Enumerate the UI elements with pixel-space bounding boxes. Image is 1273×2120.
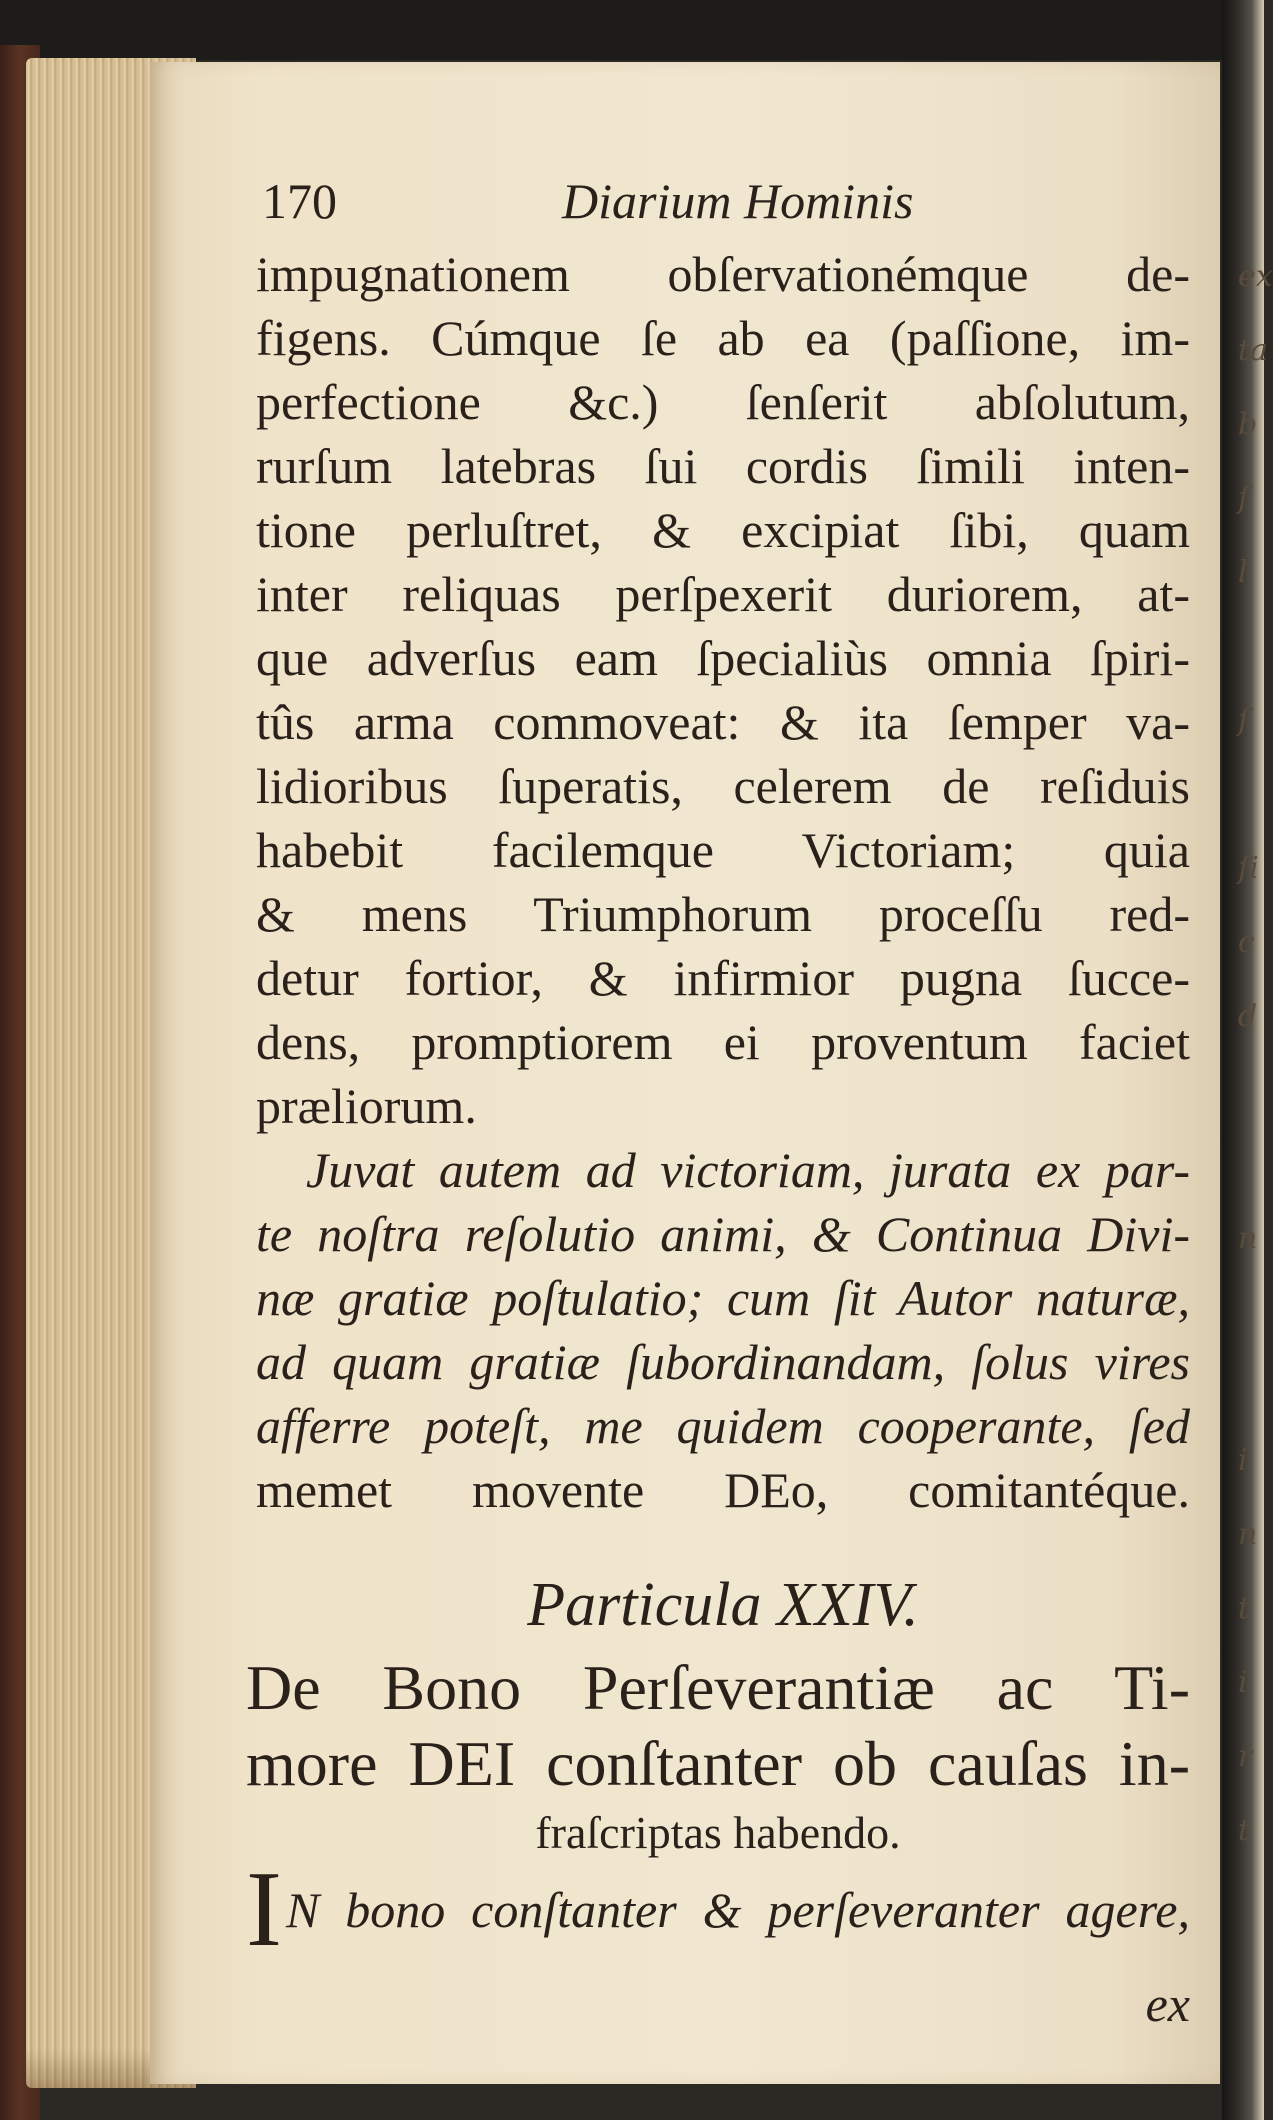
final-text: N bono conſtanter & perſeveranter agere, (285, 1882, 1190, 1938)
text-line: tûs arma commoveat: & ita ſemper va- (256, 694, 1190, 750)
final-paragraph (246, 1850, 1190, 1969)
text-line: tione perluſtret, & excipiat ſibi, quam (256, 502, 1190, 558)
catchword: ex (1145, 1976, 1190, 2032)
section-heading: Particula XXIV. (527, 1571, 919, 1639)
text-line: præliorum. (256, 1078, 477, 1134)
italic-line: ad quam gratiæ ſubordinandam, ſolus vires (256, 1334, 1190, 1390)
background-top (0, 0, 1264, 60)
adjacent-page-fragment: ex ta b ſ l ſ ſi c d n i n t i r t (1238, 259, 1273, 1848)
italic-line: næ gratiæ poſtulatio; cum ſit Autor naturæ, (256, 1270, 1190, 1326)
main-text (256, 242, 1190, 1522)
text-line: habebit facilemque Victoriam; quia (256, 822, 1190, 878)
text-line: lidioribus ſuperatis, celerem de reſiduis (256, 758, 1190, 814)
text-line: que adverſus eam ſpecialiùs omnia ſpiri- (256, 630, 1190, 686)
title-line: De Bono Perſeverantiæ ac Ti- (246, 1652, 1190, 1723)
italic-line: Juvat autem ad victoriam, jurata ex par- (306, 1142, 1190, 1198)
text-line: rurſum latebras ſui cordis ſimili inten- (256, 438, 1190, 494)
text-line: dens, promptiorem ei proventum faciet (256, 1014, 1190, 1070)
italic-line: te noſtra reſolutio animi, & Continua Divi- (256, 1206, 1190, 1262)
italic-line: afferre poteſt, me quidem cooperante, ſed (256, 1398, 1190, 1454)
running-head: Diarium Hominis (562, 173, 914, 229)
text-line: & mens Triumphorum proceſſu red- (256, 886, 1190, 942)
text-line: impugnationem obſervationémque de- (256, 246, 1190, 302)
drop-cap: I (246, 1850, 282, 1969)
text-line: figens. Cúmque ſe ab ea (paſſione, im- (256, 310, 1190, 366)
page-number: 170 (262, 173, 337, 229)
text-line: detur fortior, & infirmior pugna ſucce- (256, 950, 1190, 1006)
final-line (246, 1850, 1190, 1969)
text-line: inter reliquas perſpexerit duriorem, at- (256, 566, 1190, 622)
title-line: more DEI conſtanter ob cauſas in- (246, 1728, 1190, 1799)
text-line: perfectione &c.) ſenſerit abſolutum, (256, 374, 1190, 430)
section-title (246, 1650, 1190, 1864)
text-line: memet movente DEo, comitantéque. (256, 1462, 1190, 1518)
title-line: fraſcriptas habendo. (535, 1807, 901, 1858)
page-header (262, 172, 1062, 242)
